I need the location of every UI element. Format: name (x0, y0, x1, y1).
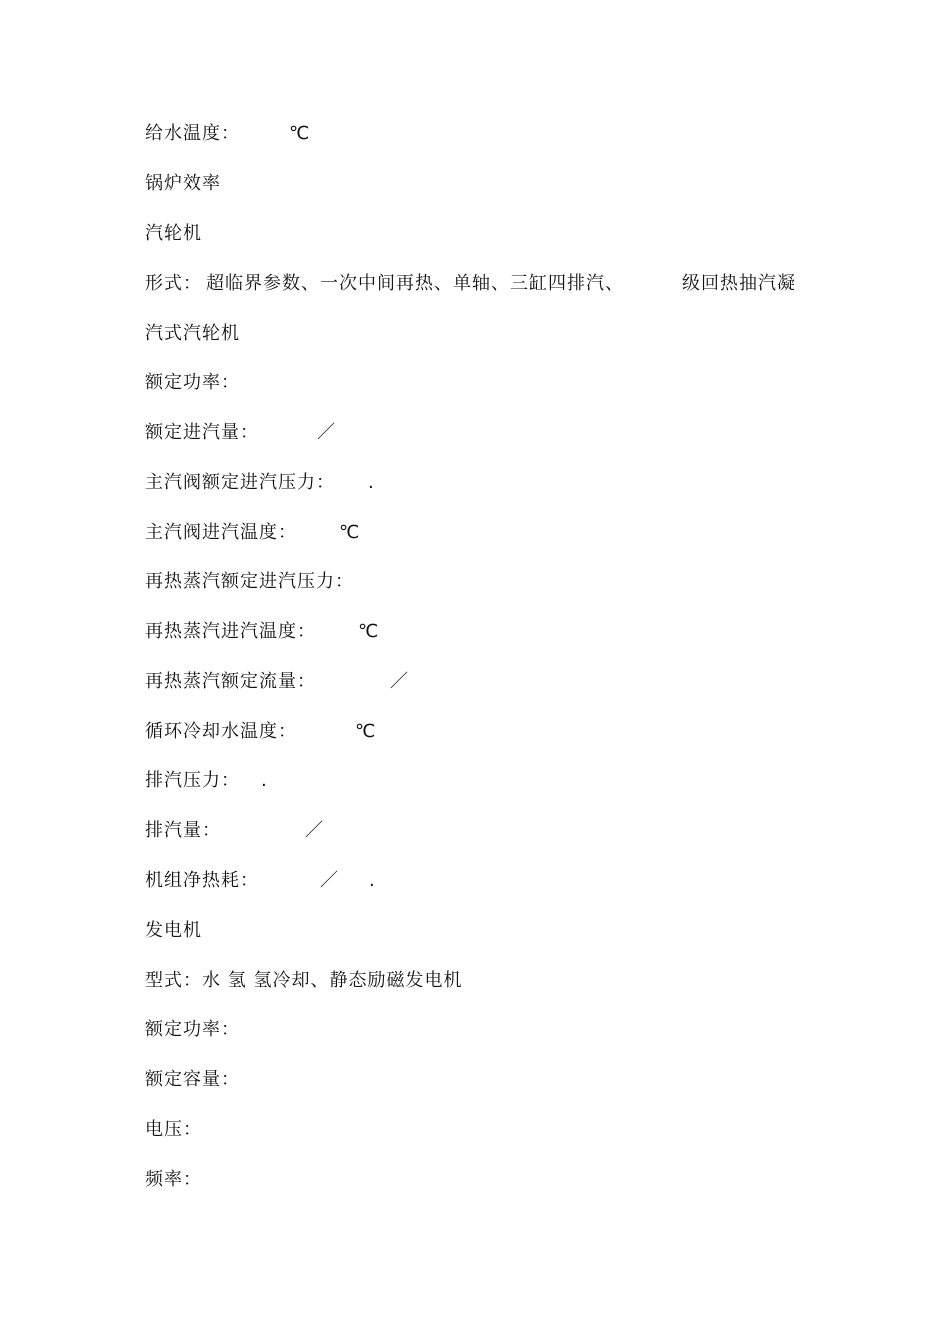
generator-type-text: 水 氢 氢冷却、静态励磁发电机 (202, 970, 463, 991)
cooling-water-temp-unit: ℃ (355, 721, 377, 742)
generator-rated-capacity-label: 额定容量： (145, 1069, 240, 1090)
reheat-pressure-label: 再热蒸汽额定进汽压力： (145, 571, 354, 592)
reheat-temp-label: 再热蒸汽进汽温度： (145, 621, 316, 642)
exhaust-flow-unit: ／ (305, 820, 324, 841)
rated-steam-flow-unit: ／ (317, 422, 336, 443)
reheat-flow-unit: ／ (390, 671, 409, 692)
generator-rated-power-label: 额定功率： (145, 1019, 240, 1040)
turbine-type-text-b: 级回热抽汽凝 (682, 273, 796, 294)
generator-frequency-label: 频率： (145, 1169, 202, 1190)
exhaust-pressure-label: 排汽压力： (145, 770, 240, 791)
turbine-type-label: 形式： (145, 273, 202, 294)
turbine-type-text-c: 汽式汽轮机 (145, 323, 240, 344)
generator-type-label: 型式： (145, 970, 202, 991)
reheat-flow-label: 再热蒸汽额定流量： (145, 671, 316, 692)
feedwater-temp-label: 给水温度： (145, 123, 240, 144)
exhaust-pressure-mark: . (261, 770, 268, 791)
heat-rate-mark: . (369, 870, 376, 891)
exhaust-flow-label: 排汽量： (145, 820, 221, 841)
generator-voltage-label: 电压： (145, 1119, 202, 1140)
main-valve-temp-label: 主汽阀进汽温度： (145, 522, 297, 543)
turbine-rated-power-label: 额定功率： (145, 372, 240, 393)
reheat-temp-unit: ℃ (358, 621, 380, 642)
feedwater-temp-unit: ℃ (289, 123, 311, 144)
rated-steam-flow-label: 额定进汽量： (145, 422, 259, 443)
heat-rate-unit: ／ (320, 870, 339, 891)
boiler-efficiency-label: 锅炉效率 (145, 173, 221, 194)
turbine-heading-text: 汽轮机 (145, 223, 202, 244)
main-valve-temp-unit: ℃ (339, 522, 361, 543)
cooling-water-temp-label: 循环冷却水温度： (145, 721, 297, 742)
main-valve-pressure-mark: . (368, 472, 375, 493)
generator-heading-text: 发电机 (145, 920, 202, 941)
turbine-type-text-a: 超临界参数、一次中间再热、单轴、三缸四排汽、 (206, 273, 624, 294)
main-valve-pressure-label: 主汽阀额定进汽压力： (145, 472, 335, 493)
heat-rate-label: 机组净热耗： (145, 870, 259, 891)
